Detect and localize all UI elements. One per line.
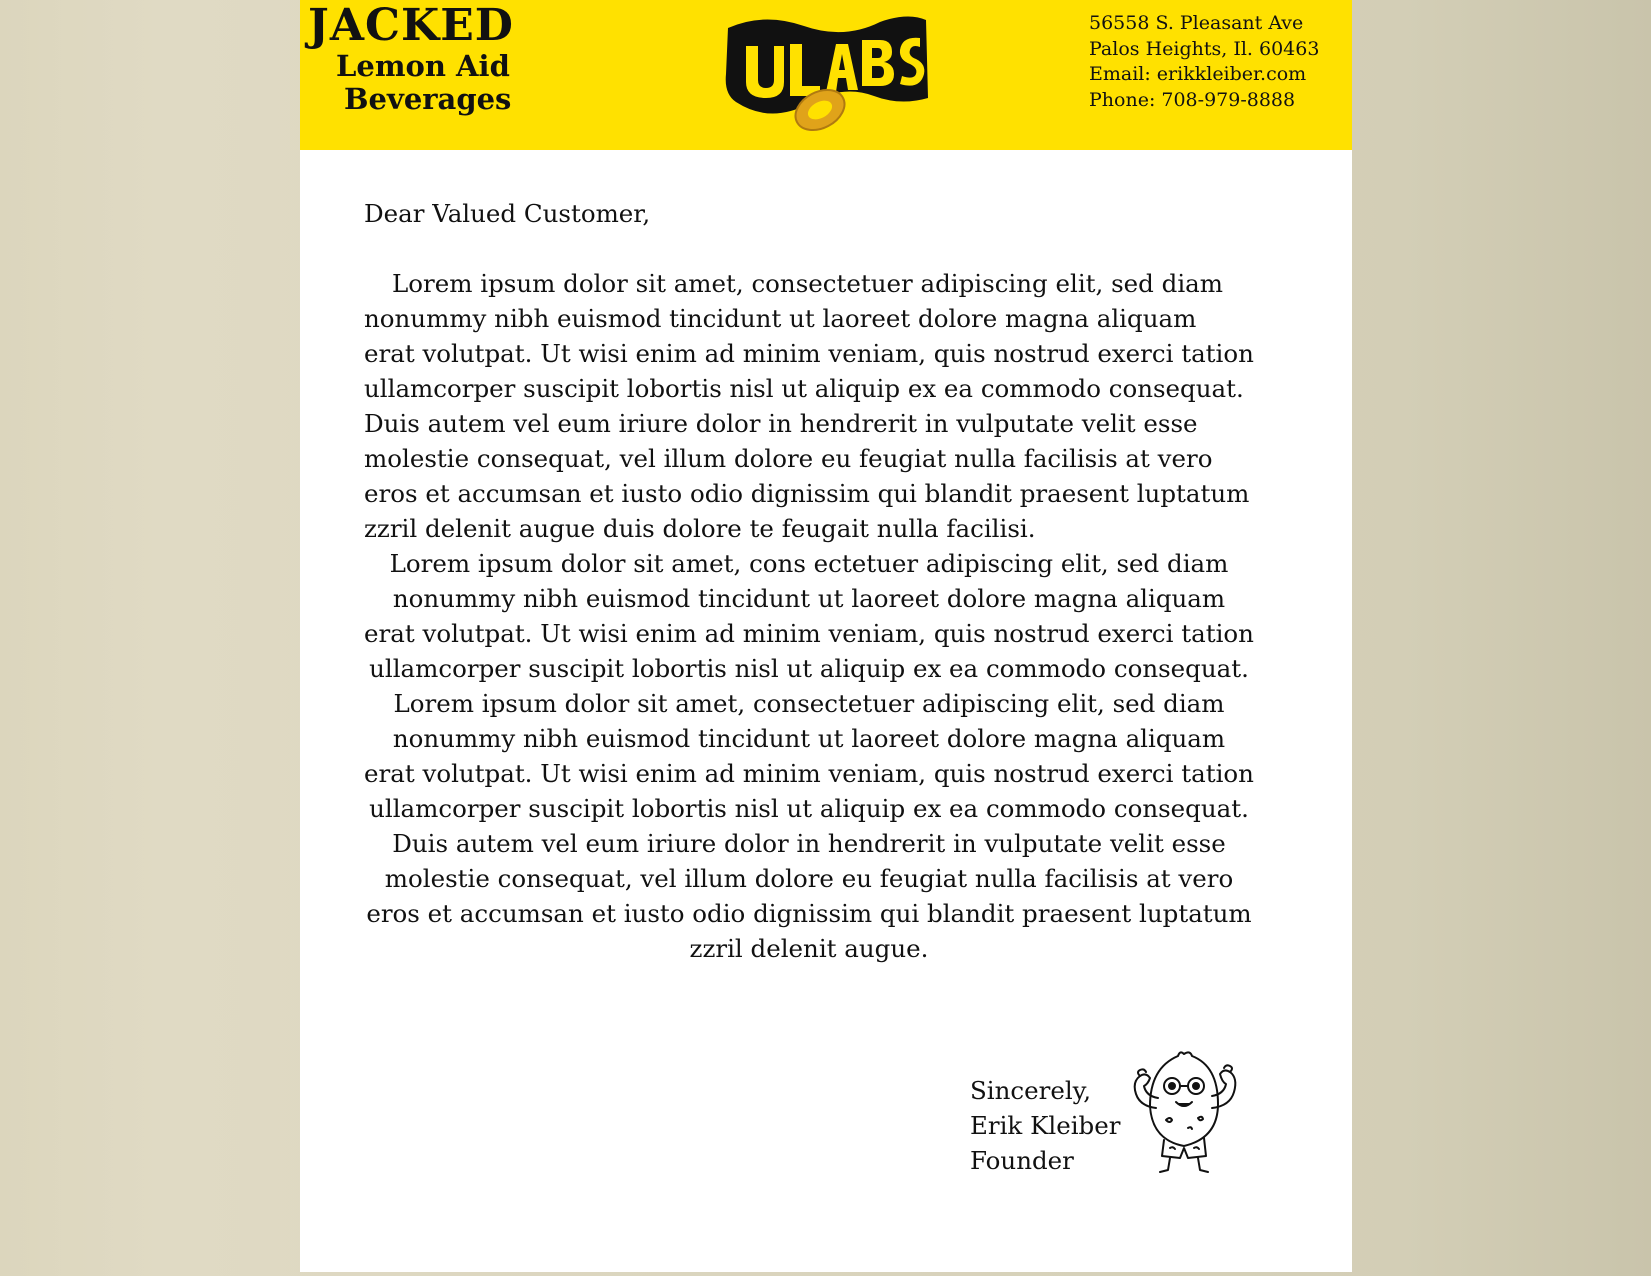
address-line-1: 56558 S. Pleasant Ave [1089, 12, 1304, 34]
paragraph-3: Lorem ipsum dolor sit amet, consectetuer adipiscing elit, sed diam nonummy nibh euismod tincidunt ut laoreet dolore magna aliquam erat volutpat. Ut wisi enim ad minim veniam, quis nostrud exerci tation ullamcorper suscipit lobortis nisl ut aliquip ex ea commodo consequat. Duis autem vel eum iriure dolor in hendrerit in vulputate velit esse molestie consequat, vel illum dolore eu feugiat nulla facilisis at vero eros et accumsan et iusto odio dignissim qui blandit praesent luptatum zzril delenit augue. [364, 689, 1254, 963]
letter-page [300, 0, 1352, 1272]
paragraph-1: Lorem ipsum dolor sit amet, consectetuer adipiscing elit, sed diam nonummy nibh euismod tincidunt ut laoreet dolore magna aliquam erat volutpat. Ut wisi enim ad minim veniam, quis nostrud exerci tation ullamcorper suscipit lobortis nisl ut aliquip ex ea commodo consequat. Duis autem vel eum iriure dolor in hendrerit in vulputate velit esse molestie consequat, vel illum dolore eu feugiat nulla facilisis at vero eros et accumsan et iusto odio dignissim qui blandit praesent luptatum zzril delenit augue duis dolore te feugait nulla facilisi. [364, 269, 1254, 543]
address-line-2: Palos Heights, Il. 60463 [1089, 37, 1320, 60]
contact-block [1089, 11, 1349, 113]
ulabs-lemon-logo-icon [724, 14, 930, 136]
brand-wordmark [308, 2, 528, 116]
contact-email: Email: erikkleiber.com [1089, 63, 1307, 85]
closing-sincerely: Sincerely, [970, 1076, 1092, 1105]
brand-line-2: Lemon Aid [336, 49, 510, 83]
letter-body [364, 196, 1254, 966]
closing-title: Founder [970, 1146, 1074, 1175]
paragraph-2: Lorem ipsum dolor sit amet, cons ectetuer adipiscing elit, sed diam nonummy nibh euismod tincidunt ut laoreet dolore magna aliquam erat volutpat. Ut wisi enim ad minim veniam, quis nostrud exerci tation ullamcorper suscipit lobortis nisl ut aliquip ex ea commodo consequat. [364, 549, 1254, 683]
brand-line-1: JACKED [308, 0, 514, 51]
closing-name: Erik Kleiber [970, 1111, 1121, 1140]
salutation: Dear Valued Customer, [364, 199, 651, 228]
contact-phone: Phone: 708-979-8888 [1089, 88, 1296, 111]
brand-line-3: Beverages [344, 82, 512, 116]
lemon-mascot-icon [1126, 1048, 1242, 1176]
letterhead-bar [300, 0, 1352, 150]
